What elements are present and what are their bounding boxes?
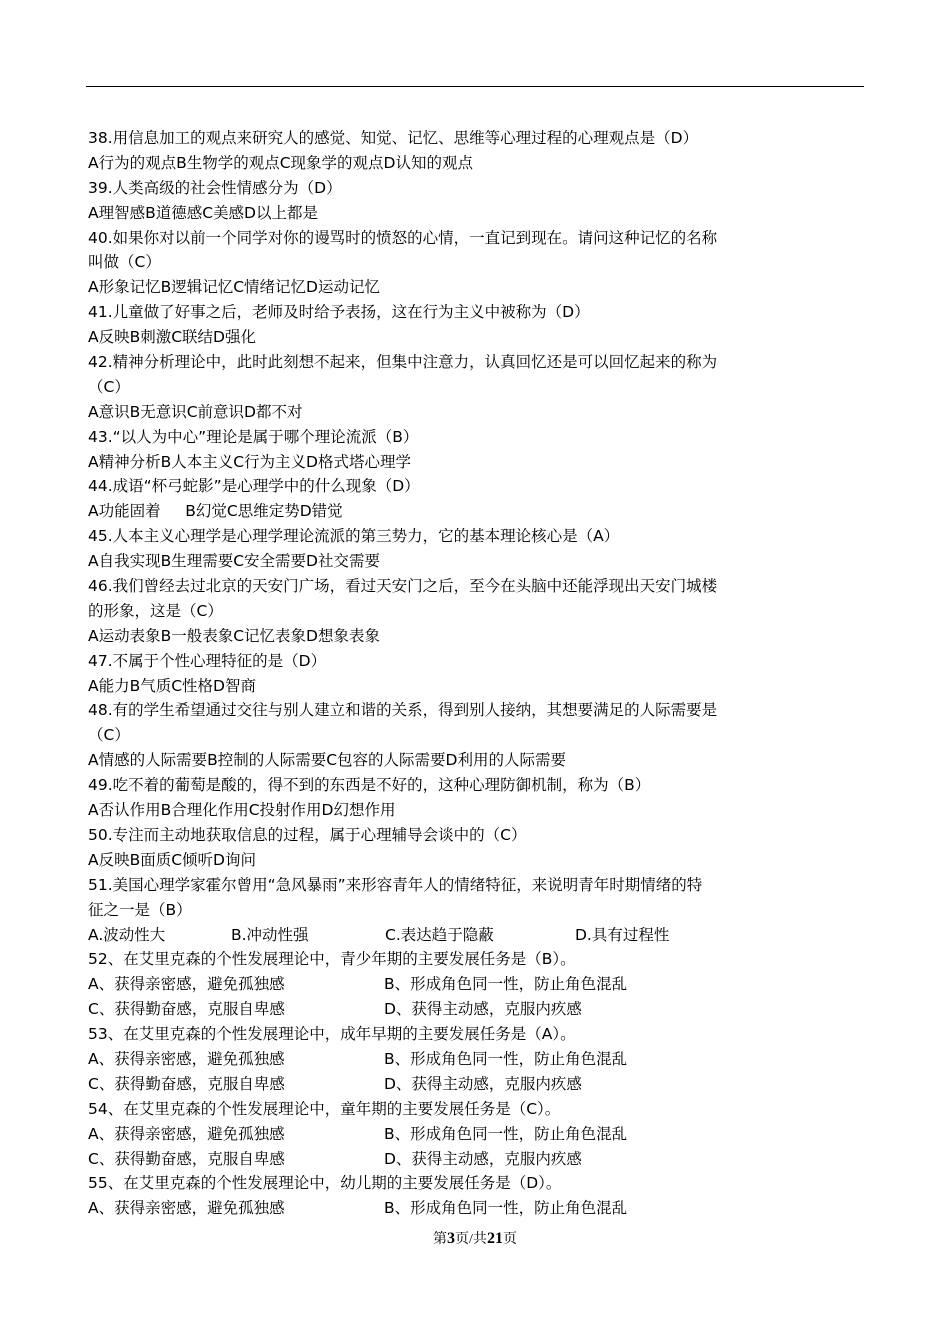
text-line: 50.专注而主动地获取信息的过程，属于心理辅导会谈中的（C） [88,825,527,844]
q52-option-a: A、获得亲密感，避免孤独感 [88,975,285,994]
q51-option-c: C.表达趋于隐蔽 [385,925,494,944]
q51-option-a: A.波动性大 [88,925,166,944]
q52-option-c: C、获得勤奋感，克服自卑感 [88,1000,285,1019]
text-line: A理智感B道德感C美感D以上都是 [88,203,318,222]
footer-prefix: 第 [433,1232,448,1247]
q52-options-row-1 [88,972,864,997]
q53-option-a: A、获得亲密感，避免孤独感 [88,1049,285,1068]
text-line: A意识B无意识C前意识D都不对 [88,402,303,421]
text-line: 39.人类高级的社会性情感分为（D） [88,178,342,197]
text-line: A否认作用B合理化作用C投射作用D幻想作用 [88,801,396,820]
q54-option-b: B、形成角色同一性，防止角色混乱 [384,1124,628,1143]
text-line: A行为的观点B生物学的观点C现象学的观点D认知的观点 [88,153,473,172]
text-line: （C） [88,377,130,396]
q52-options-row-2 [88,997,864,1022]
text-line: 48.有的学生希望通过交往与别人建立和谐的关系，得到别人接纳，其想要满足的人际需要是 [88,701,718,720]
document-body [88,126,864,1221]
q55-options-row-1 [88,1196,864,1221]
q53-stem: 53、在艾里克森的个性发展理论中，成年早期的主要发展任务是（A）。 [88,1025,576,1044]
q54-stem: 54、在艾里克森的个性发展理论中，童年期的主要发展任务是（C）。 [88,1099,561,1118]
text-line: 51.美国心理学家霍尔曾用“急风暴雨”来形容青年人的情绪特征，来说明青年时期情绪的特 [88,875,703,894]
q51-option-b: B.冲动性强 [231,925,309,944]
text-line: 的形象，这是（C） [88,601,223,620]
q54-option-c: C、获得勤奋感，克服自卑感 [88,1149,285,1168]
q54-option-d: D、获得主动感，克服内疚感 [384,1149,582,1168]
text-line: A情感的人际需要B控制的人际需要C包容的人际需要D利用的人际需要 [88,751,566,770]
q52-stem: 52、在艾里克森的个性发展理论中，青少年期的主要发展任务是（B）。 [88,950,576,969]
text-line: A反映B面质C倾听D询问 [88,850,256,869]
text-line: 45.人本主义心理学是心理学理论流派的第三势力，它的基本理论核心是（A） [88,527,620,546]
q52-option-d: D、获得主动感，克服内疚感 [384,1000,582,1019]
q54-option-a: A、获得亲密感，避免孤独感 [88,1124,285,1143]
footer-suffix: 页 [502,1232,517,1247]
text-line: 44.成语“杯弓蛇影”是心理学中的什么现象（D） [88,477,420,496]
footer-total-pages: 21 [486,1230,503,1247]
text-line: 49.吃不着的葡萄是酸的，得不到的东西是不好的，这种心理防御机制，称为（B） [88,776,651,795]
text-line: A反映B刺激C联结D强化 [88,328,256,347]
q53-options-row-1 [88,1047,864,1072]
text-line: 叫做（C） [88,253,161,272]
q55-option-b: B、形成角色同一性，防止角色混乱 [384,1199,628,1218]
q53-option-d: D、获得主动感，克服内疚感 [384,1074,582,1093]
text-line: 40.如果你对以前一个同学对你的谩骂时的愤怒的心情，一直记到现在。请问这种记忆的名称 [88,228,718,247]
q54-options-row-1 [88,1122,864,1147]
header-rule [86,86,864,87]
q51-options-row [88,923,864,948]
text-line: 43.“以人为中心”理论是属于哪个理论流派（B） [88,427,419,446]
q55-option-a: A、获得亲密感，避免孤独感 [88,1199,285,1218]
text-line: 46.我们曾经去过北京的天安门广场，看过天安门之后，至今在头脑中还能浮现出天安门城楼 [88,577,718,596]
text-line: A形象记忆B逻辑记忆C情绪记忆D运动记忆 [88,278,380,297]
text-line: 41.儿童做了好事之后，老师及时给予表扬，这在行为主义中被称为（D） [88,303,590,322]
text-line: 38.用信息加工的观点来研究人的感觉、知觉、记忆、思维等心理过程的心理观点是（D） [88,129,699,147]
footer-page-number: 3 [447,1230,456,1247]
text-line: A运动表象B一般表象C记忆表象D想象表象 [88,626,380,645]
footer-middle: 页/共 [455,1232,487,1247]
q55-stem: 55、在艾里克森的个性发展理论中，幼儿期的主要发展任务是（D）。 [88,1174,562,1193]
text-line: A功能固着 B幻觉C思维定势D错觉 [88,502,343,521]
q53-option-b: B、形成角色同一性，防止角色混乱 [384,1049,628,1068]
q54-options-row-2 [88,1147,864,1172]
page-footer [0,1228,950,1248]
text-line: 47.不属于个性心理特征的是（D） [88,651,327,670]
text-line: 征之一是（B） [88,900,192,919]
q53-option-c: C、获得勤奋感，克服自卑感 [88,1074,285,1093]
q53-options-row-2 [88,1072,864,1097]
q52-option-b: B、形成角色同一性，防止角色混乱 [384,975,628,994]
text-line: A自我实现B生理需要C安全需要D社交需要 [88,552,380,571]
text-line: 42.精神分析理论中，此时此刻想不起来，但集中注意力，认真回忆还是可以回忆起来的称为 [88,353,718,372]
q51-option-d: D.具有过程性 [575,925,670,944]
text-line: A精神分析B人本主义C行为主义D格式塔心理学 [88,452,411,471]
text-line: （C） [88,726,130,745]
text-line: A能力B气质C性格D智商 [88,676,256,695]
